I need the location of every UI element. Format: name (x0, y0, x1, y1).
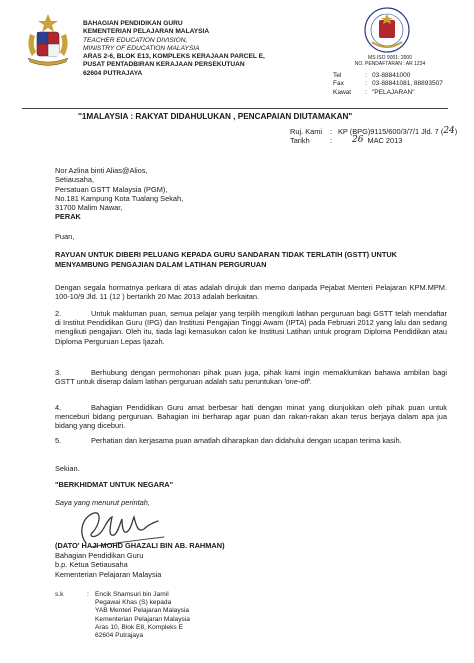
signatory-line: Bahagian Pendidikan Guru (55, 551, 144, 560)
copy-to-row (55, 591, 190, 640)
contact-value: 03-88841081, 88893507 (372, 80, 443, 88)
addressee-line: Nor Azlina binti Alias@Alios, (55, 166, 148, 175)
contact-row-kawat (333, 89, 443, 97)
contact-details (333, 72, 443, 97)
date-label: Tarikh (290, 136, 310, 145)
closing-slogan: "BERKHIDMAT UNTUK NEGARA" (55, 480, 174, 489)
paragraph-3 (55, 368, 447, 386)
paragraph-2 (55, 309, 447, 346)
reference-separator: : (330, 127, 333, 136)
contact-separator: : (365, 88, 367, 96)
reference-block (290, 127, 457, 145)
paragraph-number: 5. (55, 436, 62, 445)
paragraph-text: Perhatian dan kerjasama puan amatlah diharapkan dan didahului dengan ucapan terima kasih. (91, 436, 402, 445)
certification-seal-icon (360, 6, 414, 56)
copy-to-line: Encik Shamsuri bin Jamil (95, 591, 169, 598)
contact-label: Kawat (333, 88, 352, 96)
org-line: PUSAT PENTADBIRAN KERAJAAN PERSEKUTUAN (83, 61, 245, 69)
paragraph-intro: Dengan segala hormatnya perkara di atas adalah dirujuk dan memo daripada Pejabat Menteri Pelajaran KPM.MPM. 100-10/9 Jld. 11 (12 ) bertarikh 20 Mac 2013 adalah berkaitan. (55, 283, 447, 302)
addressee-block (55, 166, 183, 222)
copy-to-block (55, 591, 190, 640)
contact-value: 03-88841000 (372, 72, 411, 79)
paragraph-text: Berhubung dengan permohonan pihak puan juga, pihak kami ingin memaklumkan bahawa ambilan bagi GSTT untuk diserap dalam latihan perguruan adalah satu peruntukan (55, 368, 447, 387)
contact-row-fax (333, 80, 443, 88)
org-line: 62604 PUTRAJAYA (83, 69, 143, 77)
reference-close: ) (454, 127, 458, 136)
copy-to-label: s.k (55, 591, 64, 598)
reference-row (290, 127, 457, 136)
date-handwritten-day: 26 (352, 135, 364, 145)
addressee-line: Persatuan GSTT Malaysia (PGM), (55, 184, 168, 194)
motto-line: "1MALAYSIA : RAKYAT DIDAHULUKAN , PENCAPAIAN DIUTAMAKAN" (78, 112, 353, 121)
date-value: MAC 2013 (367, 136, 403, 145)
org-line: ARAS 2-6, BLOK E13, KOMPLEKS KERAJAAN PARCEL E, (83, 53, 265, 61)
addressee-line: No.181 Kampung Kota Tualang Sekah, (55, 193, 184, 203)
addressee-line: Setiausaha, (55, 175, 95, 185)
paragraph-4 (55, 403, 447, 431)
addressee-state: PERAK (55, 212, 81, 222)
contact-row-tel (333, 72, 443, 80)
iso-registration: NO. PENDAFTARAN : AR 1234 (354, 61, 426, 67)
reference-value: KP (BPG)9115/600/3/7/1 Jld. 7 ( (338, 127, 444, 136)
paragraph-text: Bahagian Pendidikan Guru amat berbesar hati dengan minat yang diunjukkan oleh pihak puan untuk menceburi bidang perguruan. Bahagian ini berharap agar puan dan rakan-rakan akan terus berjaya dalam apa jua bidang yang diceburi. (55, 403, 447, 431)
copy-to-line: Aras 10, Blok E8, Kompleks E (95, 623, 183, 631)
copy-to-separator: : (87, 591, 89, 598)
date-row (290, 136, 457, 145)
iso-certification (350, 55, 430, 67)
salutation: Puan, (55, 232, 75, 241)
closing-phrase: Saya yang menurut perintah, (55, 498, 150, 507)
date-separator: : (330, 136, 333, 145)
signatory-details (55, 551, 161, 579)
contact-separator: : (365, 72, 367, 79)
copy-to-line: 62604 Putrajaya (95, 632, 144, 640)
contact-label: Tel (333, 72, 342, 79)
org-line: KEMENTERIAN PELAJARAN MALAYSIA (83, 28, 210, 36)
contact-separator: : (365, 80, 367, 88)
addressee-line: 31700 Malim Nawar, (55, 203, 123, 213)
copy-to-line: Kementerian Pelajaran Malaysia (95, 615, 190, 623)
paragraph-text: Untuk makluman puan, semua pelajar yang terpilih mengikuti latihan perguruan bagi GSTT telah mendaftar di Institut Pendidikan Guru (IPG) dan Institusi Pengajian Tinggi Awam (IPTA) pada Februari 2012 yang lalu dan sedang mengikuti pengajian. Oleh itu, tiada lagi kemasukan calon ke Institusi Latihan untuk program Diploma Pendidikan atau Diploma Perguruan Lepas Ijazah. (55, 309, 447, 346)
reference-label: Ruj. Kami (290, 127, 323, 136)
contact-value: "PELAJARAN" (372, 88, 415, 96)
paragraph-italic-term: 'one-off'. (284, 377, 313, 387)
paragraph-5 (55, 436, 447, 445)
signatory-name: (DATO' HAJI MOHD GHAZALI BIN AB. RAHMAN) (55, 541, 225, 550)
copy-to-recipient (95, 591, 190, 640)
org-line: TEACHER EDUCATION DIVISION, (83, 36, 188, 44)
signatory-line: Kementerian Pelajaran Malaysia (55, 569, 162, 579)
reference-handwritten-number: 24 (443, 126, 455, 136)
org-line: BAHAGIAN PENDIDIKAN GURU (83, 20, 183, 27)
closing-sekian: Sekian. (55, 464, 80, 473)
coat-of-arms-icon (22, 12, 74, 66)
copy-to-line: Pegawai Khas (S) kepada (95, 599, 172, 607)
letter-subject: RAYUAN UNTUK DIBERI PELUANG KEPADA GURU SANDARAN TIDAK TERLATIH (GSTT) UNTUK MENYAMBUNG PENGAJIAN DALAM LATIHAN PERGURUAN (55, 250, 398, 269)
copy-to-line: YAB Menteri Pelajaran Malaysia (95, 607, 190, 615)
org-line: MINISTRY OF EDUCATION MALAYSIA (83, 44, 200, 52)
letterhead-divider (22, 108, 448, 109)
signatory-line: b.p. Ketua Setiausaha (55, 560, 128, 570)
paragraph-number: 4. (55, 403, 62, 412)
letterhead-organization (83, 20, 265, 78)
iso-number: MS ISO 9001: 2000 (368, 55, 412, 61)
paragraph-number: 2. (55, 309, 62, 318)
paragraph-number: 3. (55, 368, 62, 377)
contact-label: Fax (333, 80, 344, 88)
